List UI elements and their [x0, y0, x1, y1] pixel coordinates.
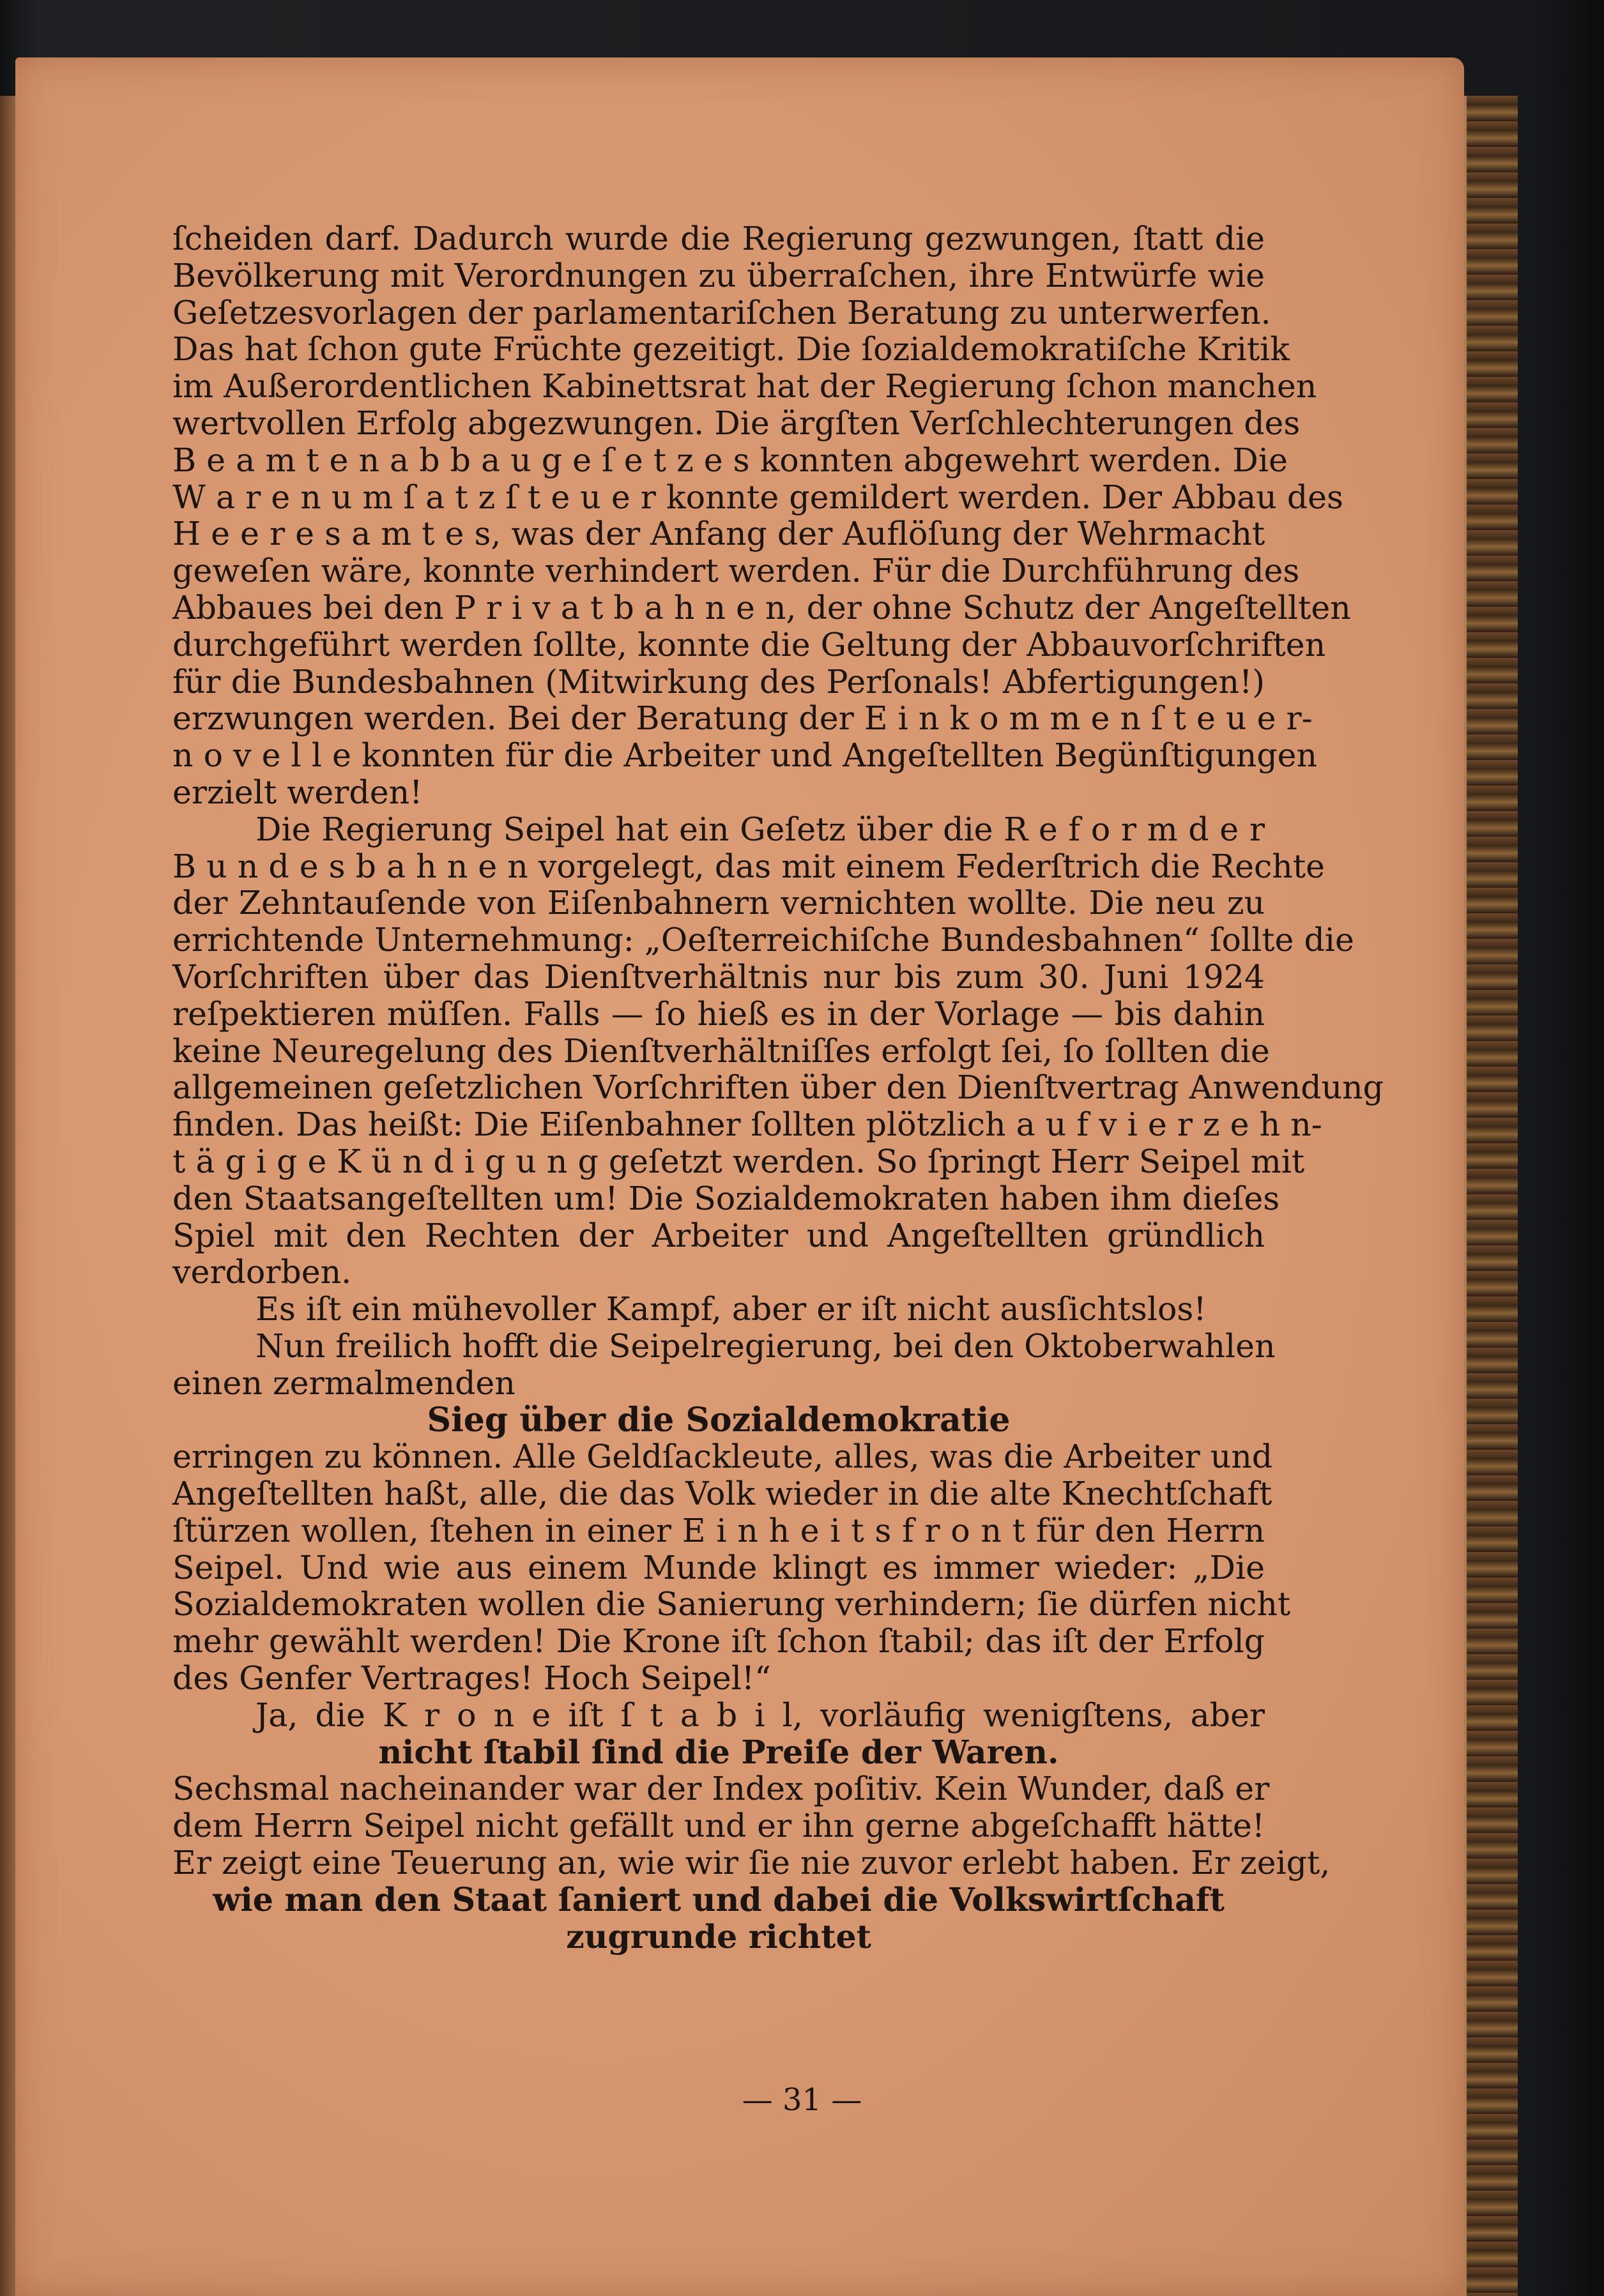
text-line: Das hat ſchon gute Früchte gezeitigt. Die ſozialdemokratiſche Kritik	[172, 330, 1290, 369]
text-line: B u n d e s b a h n e n vorgelegt, das mit einem Federſtrich die Rechte	[172, 847, 1325, 885]
text-line: des Genfer Vertrages! Hoch Seipel!“	[172, 1659, 771, 1698]
text-line: durchgeführt werden ſollte, konnte die Geltung der Abbauvorſchriften	[172, 625, 1326, 664]
text-line: Sechsmal nacheinander war der Index poſitiv. Kein Wunder, daß er	[172, 1770, 1270, 1808]
text-line: ſcheiden darf. Dadurch wurde die Regierung gezwungen, ſtatt die	[172, 220, 1265, 257]
text-line: dem Herrn Seipel nicht gefällt und er ihn gerne abgeſchafft hätte!	[172, 1807, 1265, 1845]
text-line: für die Bundesbahnen (Mitwirkung des Perſonals! Abfertigungen!)	[172, 662, 1265, 701]
text-line: ſtürzen wollen, ſtehen in einer E i n h e i t s f r o n t für den Herrn	[172, 1511, 1265, 1549]
text-line: wertvollen Erfolg abgezwungen. Die ärgſten Verſchlechterungen des	[172, 404, 1301, 442]
heading-line: nicht ſtabil ſind die Preiſe der Waren.	[378, 1733, 1059, 1771]
text-line: einen zermalmenden	[172, 1364, 516, 1402]
text-line: finden. Das heißt: Die Eiſenbahner ſollten plötzlich a u f v i e r z e h n-	[172, 1106, 1322, 1144]
page-number: — 31 —	[742, 2082, 862, 2118]
text-line: Ja, die K r o n e iſt ſ t a b i l, vorläufig wenigſtens, aber	[256, 1696, 1265, 1734]
text-line: erzwungen werden. Bei der Beratung der E i n k o m m e n ſ t e u e r-	[172, 699, 1313, 738]
text-line: Sozialdemokraten wollen die Sanierung verhindern; ſie dürfen nicht	[172, 1585, 1291, 1623]
text-line: erzielt werden!	[172, 773, 423, 811]
text-line: der Zehntauſende von Eiſenbahnern vernichten wollte. Die neu zu	[172, 884, 1265, 922]
text-line: im Außerordentlichen Kabinettsrat hat der Regierung ſchon manchen	[172, 367, 1317, 406]
text-line: Spiel mit den Rechten der Arbeiter und Angeſtellten gründlich	[172, 1216, 1265, 1254]
text-line: t ä g i g e K ü n d i g u n g geſetzt werden. So ſpringt Herr Seipel mit	[172, 1142, 1305, 1180]
text-line: mehr gewählt werden! Die Krone iſt ſchon ſtabil; das iſt der Erfolg	[172, 1622, 1265, 1661]
heading-line: wie man den Staat ſaniert und dabei die Volkswirtſchaft	[213, 1880, 1225, 1919]
text-line: Angeſtellten haßt, alle, die das Volk wieder in die alte Knechtſchaft	[172, 1475, 1272, 1513]
text-line: allgemeinen geſetzlichen Vorſchriften über den Dienſtvertrag Anwendung	[172, 1068, 1384, 1107]
heading-line: Sieg über die Sozialdemokratie	[427, 1400, 1011, 1440]
text-line: Seipel. Und wie aus einem Munde klingt es immer wieder: „Die	[172, 1548, 1265, 1586]
text-line: reſpektieren müſſen. Falls — ſo hieß es in der Vorlage — bis dahin	[172, 994, 1265, 1033]
text-line: erringen zu können. Alle Geldſackleute, alles, was die Arbeiter und	[172, 1438, 1273, 1476]
text-line: Er zeigt eine Teuerung an, wie wir ſie nie zuvor erlebt haben. Er zeigt,	[172, 1844, 1331, 1882]
text-line: errichtende Unternehmung: „Oeſterreichiſche Bundesbahnen“ ſollte die	[172, 921, 1354, 959]
text-line: Geſetzesvorlagen der parlamentariſchen Beratung zu unterwerfen.	[172, 293, 1271, 331]
text-line: den Staatsangeſtellten um! Die Sozialdemokraten haben ihm dieſes	[172, 1179, 1280, 1217]
text-line: Die Regierung Seipel hat ein Geſetz über die R e f o r m d e r	[256, 810, 1265, 848]
text-line: geweſen wäre, konnte verhindert werden. Für die Durchführung des	[172, 552, 1300, 590]
text-line: Es iſt ein mühevoller Kampf, aber er iſt nicht ausſichtslos!	[256, 1290, 1207, 1328]
book-spine	[1464, 96, 1518, 2296]
heading-line: zugrunde richtet	[566, 1917, 871, 1956]
text-line: keine Neuregelung des Dienſtverhältniſſes erfolgt ſei, ſo ſollten die	[172, 1031, 1270, 1070]
text-line: verdorben.	[172, 1253, 352, 1291]
text-line: W a r e n u m ſ a t z ſ t e u e r konnte gemildert werden. Der Abbau des	[172, 478, 1343, 516]
text-line: n o v e l l e konnten für die Arbeiter und Angeſtellten Begünſtigungen	[172, 736, 1318, 775]
text-line: Abbaues bei den P r i v a t b a h n e n, der ohne Schutz der Angeſtellten	[172, 588, 1351, 627]
text-line: B e a m t e n a b b a u g e ſ e t z e s konnten abgewehrt werden. Die	[172, 441, 1288, 479]
text-line: Bevölkerung mit Verordnungen zu überraſchen, ihre Entwürfe wie	[172, 256, 1265, 294]
text-line: H e e r e s a m t e s, was der Anfang der Auflöſung der Wehrmacht	[172, 515, 1265, 553]
text-line: Nun freilich hofft die Seipelregierung, bei den Oktoberwahlen	[256, 1327, 1276, 1365]
body-text	[172, 220, 1384, 1956]
text-line: Vorſchriften über das Dienſtverhältnis nur bis zum 30. Juni 1924	[172, 957, 1265, 996]
